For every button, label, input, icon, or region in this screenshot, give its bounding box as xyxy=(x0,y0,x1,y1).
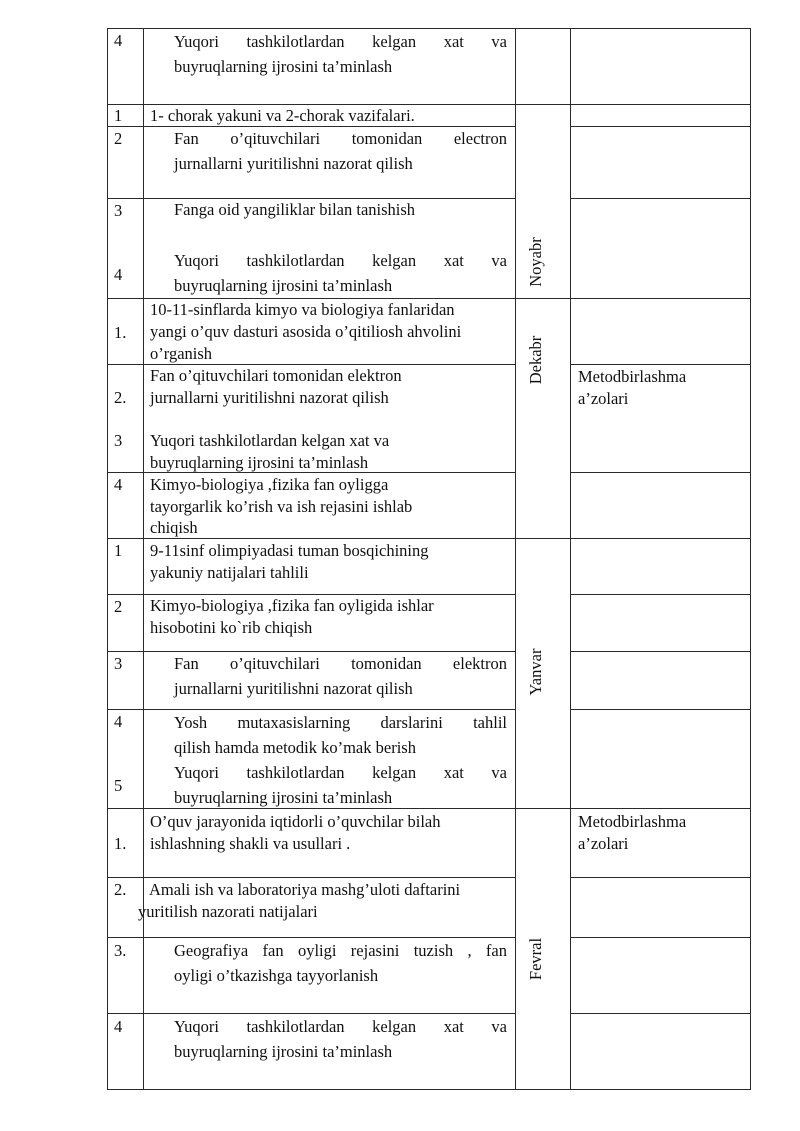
row-line xyxy=(570,1013,751,1014)
task-text: Yuqori tashkilotlardan kelgan xat va buyruqlarning ijrosini ta’minlash xyxy=(174,1017,507,1061)
row-number: 3. xyxy=(114,941,127,960)
row-number: 1 xyxy=(114,541,123,560)
task-text: tayorgarlik ko’rish va ish rejasini ishlab xyxy=(150,497,413,516)
row-number: 4 xyxy=(114,265,123,284)
row-number: 2. xyxy=(114,880,127,899)
task-text: o’rganish xyxy=(150,344,213,363)
row-number: 1. xyxy=(114,834,127,853)
row-number: 3 xyxy=(114,431,123,450)
task-text: Kimyo-biologiya ,fizika fan oyligida ishlar xyxy=(150,596,434,615)
task-text: Fanga oid yangiliklar bilan tanishish xyxy=(174,200,416,219)
row-number: 3 xyxy=(114,201,123,220)
row-number: 4 xyxy=(114,712,123,731)
month-fevral: Fevral xyxy=(526,937,545,981)
task-text: jurnallarni yuritilishni nazorat qilish xyxy=(150,388,389,407)
row-line xyxy=(570,877,751,878)
col-divider-month xyxy=(515,28,516,1090)
task-text: Yuqori tashkilotlardan kelgan xat va xyxy=(150,431,390,450)
row-line xyxy=(107,538,751,539)
row-line xyxy=(570,709,751,710)
row-number: 1. xyxy=(114,323,127,342)
row-number: 4 xyxy=(114,31,123,50)
row-number: 4 xyxy=(114,1017,123,1036)
task-text: Amali ish va laboratoriya mashg’uloti daftarini xyxy=(149,880,461,899)
row-line xyxy=(107,877,515,878)
row-line xyxy=(570,651,751,652)
row-line xyxy=(570,364,751,365)
responsible-text: a’zolari xyxy=(578,389,629,408)
month-dekabr: Dekabr xyxy=(526,335,545,385)
row-line xyxy=(570,126,751,127)
task-text: chiqish xyxy=(150,518,198,537)
month-yanvar: Yanvar xyxy=(526,648,545,696)
task-text: yuritilish nazorati natijalari xyxy=(138,902,318,921)
row-number: 2. xyxy=(114,388,127,407)
task-text: Yuqori tashkilotlardan kelgan xat va buyruqlarning ijrosini ta’minlash xyxy=(174,32,507,76)
table-border-right xyxy=(750,28,751,1090)
row-number: 2 xyxy=(114,597,123,616)
task-text: Yuqori tashkilotlardan kelgan xat va buyruqlarning ijrosini ta’minlash xyxy=(174,251,507,295)
task-text: 10-11-sinflarda kimyo va biologiya fanlaridan xyxy=(150,300,455,319)
task-text: Geografiya fan oyligi rejasini tuzish , fan oyligi o’tkazishga tayyorlanish xyxy=(174,941,507,985)
row-line xyxy=(570,472,751,473)
task-text: 9-11sinf olimpiyadasi tuman bosqichining xyxy=(150,541,429,560)
task-text: ishlashning shakli va usullari . xyxy=(150,834,351,853)
row-number: 2 xyxy=(114,129,123,148)
task-text: Fan o’qituvchilari tomonidan electron jurnallarni yuritilishni nazorat qilish xyxy=(174,129,507,173)
row-number: 3 xyxy=(114,654,123,673)
task-text: yangi o’quv dasturi asosida o’qitiliosh ahvolini xyxy=(150,322,462,341)
row-line xyxy=(107,1089,751,1090)
row-line xyxy=(570,937,751,938)
row-number: 5 xyxy=(114,776,123,795)
task-text: Yosh mutaxasislarning darslarini tahlil qilish hamda metodik ko’mak berish Yuqori tashkilotlardan kelgan xat va buyruqlarning ijrosini ta’minlash xyxy=(174,713,507,807)
responsible-text: Metodbirlashma xyxy=(578,812,687,831)
task-text: 1- chorak yakuni va 2-chorak vazifalari. xyxy=(150,106,415,125)
task-text: Fan o’qituvchilari tomonidan elektron jurnallarni yuritilishni nazorat qilish xyxy=(174,654,507,698)
task-text: yakuniy natijalari tahlili xyxy=(150,563,309,582)
task-text: buyruqlarning ijrosini ta’minlash xyxy=(150,453,369,472)
row-number: 1 xyxy=(114,106,123,125)
month-noyabr: Noyabr xyxy=(526,237,545,287)
row-line xyxy=(570,594,751,595)
col-divider-resp xyxy=(570,28,571,1090)
task-text: Fan o’qituvchilari tomonidan elektron xyxy=(150,366,402,385)
col-divider-num xyxy=(143,28,144,1090)
row-line xyxy=(570,198,751,199)
table-border-left xyxy=(107,28,108,1090)
responsible-text: Metodbirlashma xyxy=(578,367,687,386)
task-text: hisobotini ko`rib chiqish xyxy=(150,618,313,637)
row-number: 4 xyxy=(114,475,123,494)
task-text: O’quv jarayonida iqtidorli o’quvchilar bilah xyxy=(150,812,441,831)
task-text: Kimyo-biologiya ,fizika fan oyligga xyxy=(150,475,389,494)
responsible-text: a’zolari xyxy=(578,834,629,853)
